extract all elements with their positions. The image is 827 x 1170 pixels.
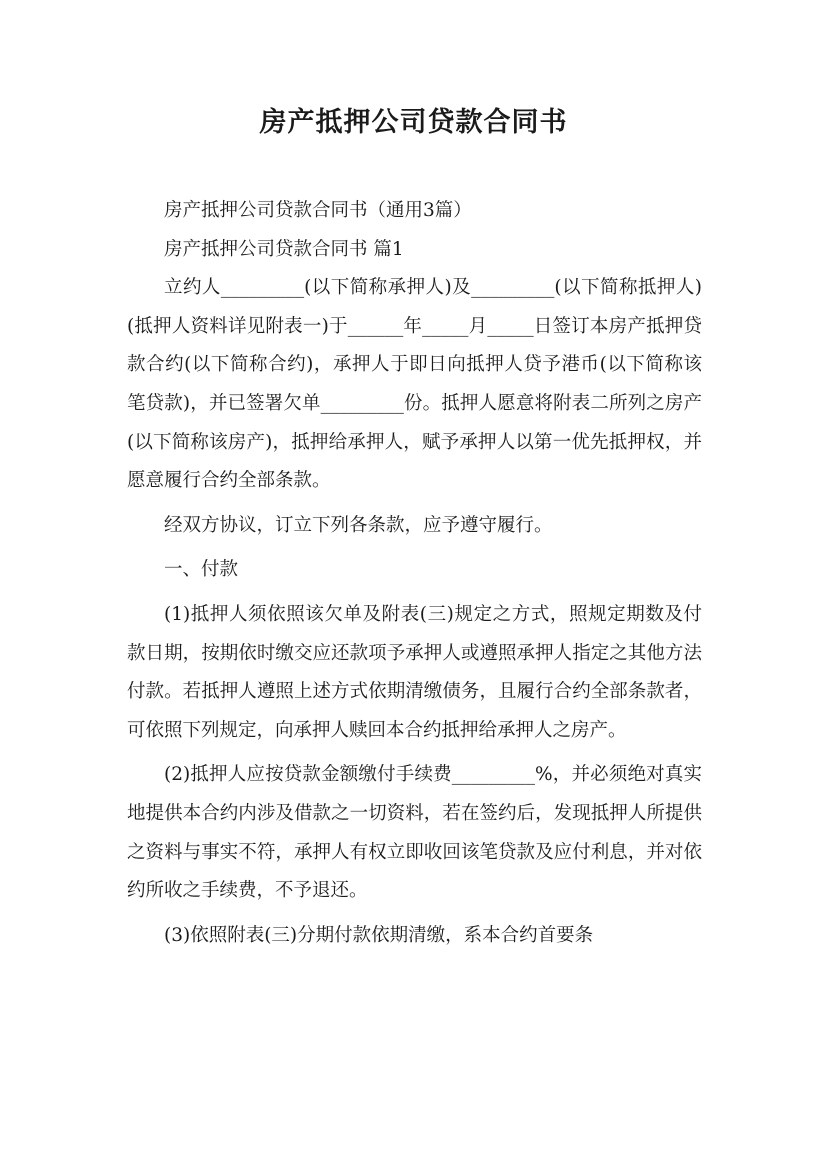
document-subtitle: 房产抵押公司贷款合同书（通用3篇）	[164, 200, 472, 221]
section-heading-payment: 一、付款	[164, 559, 239, 581]
document-title: 房产抵押公司贷款合同书	[259, 107, 568, 138]
document-body	[127, 192, 702, 955]
paragraph-parties: 立约人_________(以下简称承押人)及_________(以下简称抵押人)(抵押人资料详见附表一)于______年_____月_____日签订本房产抵押贷款合约(以下简称合约)，承押人于即日向抵押人贷予港币(以下简称该笔贷款)，并已签署欠单_________份。抵押人愿意将附表二所列之房产(以下简称该房产)，抵押给承押人，赋予承押人以第一优先抵押权，并愿意履行合约全部条款。	[127, 277, 702, 492]
part-heading: 房产抵押公司贷款合同书 篇1	[164, 238, 404, 260]
paragraph-agreement: 经双方协议，订立下列各条款，应予遵守履行。	[164, 514, 553, 536]
clause-1: (1)抵押人须依照该欠单及附表(三)规定之方式，照规定期数及付款日期，按期依时缴交应还款项予承押人或遵照承押人指定之其他方法付款。若抵押人遵照上述方式依期清缴债务，且履行合约全部条款者，可依照下列规定，向承押人赎回本合约抵押给承押人之房产。	[127, 603, 702, 741]
clause-2: (2)抵押人应按贷款金额缴付手续费_________%，并必须绝对真实地提供本合约内涉及借款之一切资料，若在签约后，发现抵押人所提供之资料与事实不符，承押人有权立即收回该笔贷款及应付利息，并对依约所收之手续费，不予退还。	[127, 764, 702, 902]
clause-3: (3)依照附表(三)分期付款依期清缴，系本合约首要条	[164, 924, 594, 946]
